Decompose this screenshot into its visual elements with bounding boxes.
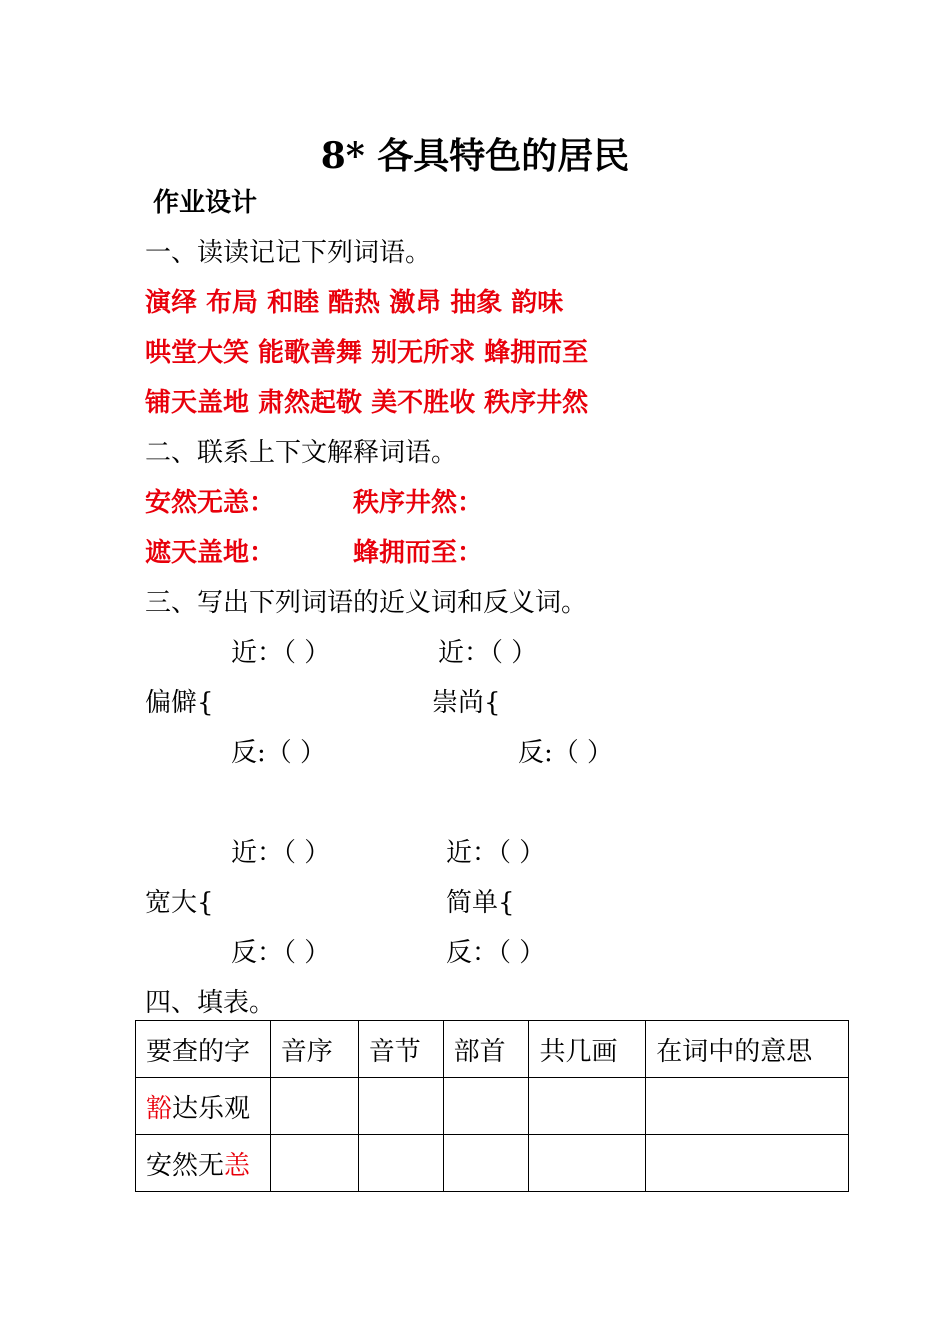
vocab-word: 崇尚{ <box>432 688 501 718</box>
antonym-blank: 反:（ ） <box>518 738 614 768</box>
section1-heading: 一、读读记记下列词语。 <box>145 238 432 268</box>
word-row-2: 哄堂大笑 能歌善舞 别无所求 蜂拥而至 <box>145 338 589 368</box>
synonym-blank: 近：（ ） <box>231 838 331 868</box>
answer-cell[interactable] <box>529 1135 646 1192</box>
section4-heading: 四、填表。 <box>145 988 276 1018</box>
answer-cell[interactable] <box>358 1135 443 1192</box>
explain-item-1: 安然无恙： <box>145 488 276 518</box>
column-header: 音节 <box>358 1021 443 1078</box>
synonym-blank: 近：（ ） <box>438 638 538 668</box>
synonym-blank: 近：（ ） <box>446 838 546 868</box>
highlight-char: 豁 <box>146 1093 173 1124</box>
antonym-blank: 反：（ ） <box>446 938 546 968</box>
answer-cell[interactable] <box>443 1135 529 1192</box>
table-header-row <box>136 1021 849 1078</box>
subtitle: 作业设计 <box>153 188 258 218</box>
lookup-word <box>136 1078 271 1135</box>
explain-item-3: 遮天盖地： <box>145 538 276 568</box>
vocab-word: 宽大{ <box>145 888 214 918</box>
explain-item-4: 蜂拥而至： <box>353 538 484 568</box>
section2-heading: 二、联系上下文解释词语。 <box>145 438 458 468</box>
answer-cell[interactable] <box>358 1078 443 1135</box>
lookup-table <box>135 1020 849 1192</box>
answer-cell[interactable] <box>443 1078 529 1135</box>
table-row <box>136 1135 849 1192</box>
synonym-blank: 近：（ ） <box>231 638 331 668</box>
section3-heading: 三、写出下列词语的近义词和反义词。 <box>145 588 588 618</box>
antonym-blank: 反：（ ） <box>231 938 331 968</box>
column-header: 要查的字 <box>136 1021 271 1078</box>
column-header: 在词中的意思 <box>646 1021 849 1078</box>
answer-cell[interactable] <box>270 1078 358 1135</box>
lookup-word <box>136 1135 271 1192</box>
explain-item-2: 秩序井然： <box>353 488 484 518</box>
page-title: 8* 各具特色的居民 <box>320 135 630 177</box>
word-row-1: 演绎 布局 和睦 酷热 激昂 抽象 韵味 <box>145 288 564 318</box>
column-header: 共几画 <box>529 1021 646 1078</box>
antonym-blank: 反:（ ） <box>231 738 327 768</box>
column-header: 音序 <box>270 1021 358 1078</box>
table-row <box>136 1078 849 1135</box>
word-row-3: 铺天盖地 肃然起敬 美不胜收 秩序井然 <box>145 388 589 418</box>
highlight-char: 恙 <box>224 1150 251 1181</box>
answer-cell[interactable] <box>270 1135 358 1192</box>
vocab-word: 偏僻{ <box>145 688 214 718</box>
word-rest: 达乐观 <box>172 1093 251 1124</box>
column-header: 部首 <box>443 1021 529 1078</box>
answer-cell[interactable] <box>646 1078 849 1135</box>
answer-cell[interactable] <box>529 1078 646 1135</box>
vocab-word: 简单{ <box>446 888 515 918</box>
answer-cell[interactable] <box>646 1135 849 1192</box>
word-lead: 安然无 <box>146 1150 225 1181</box>
